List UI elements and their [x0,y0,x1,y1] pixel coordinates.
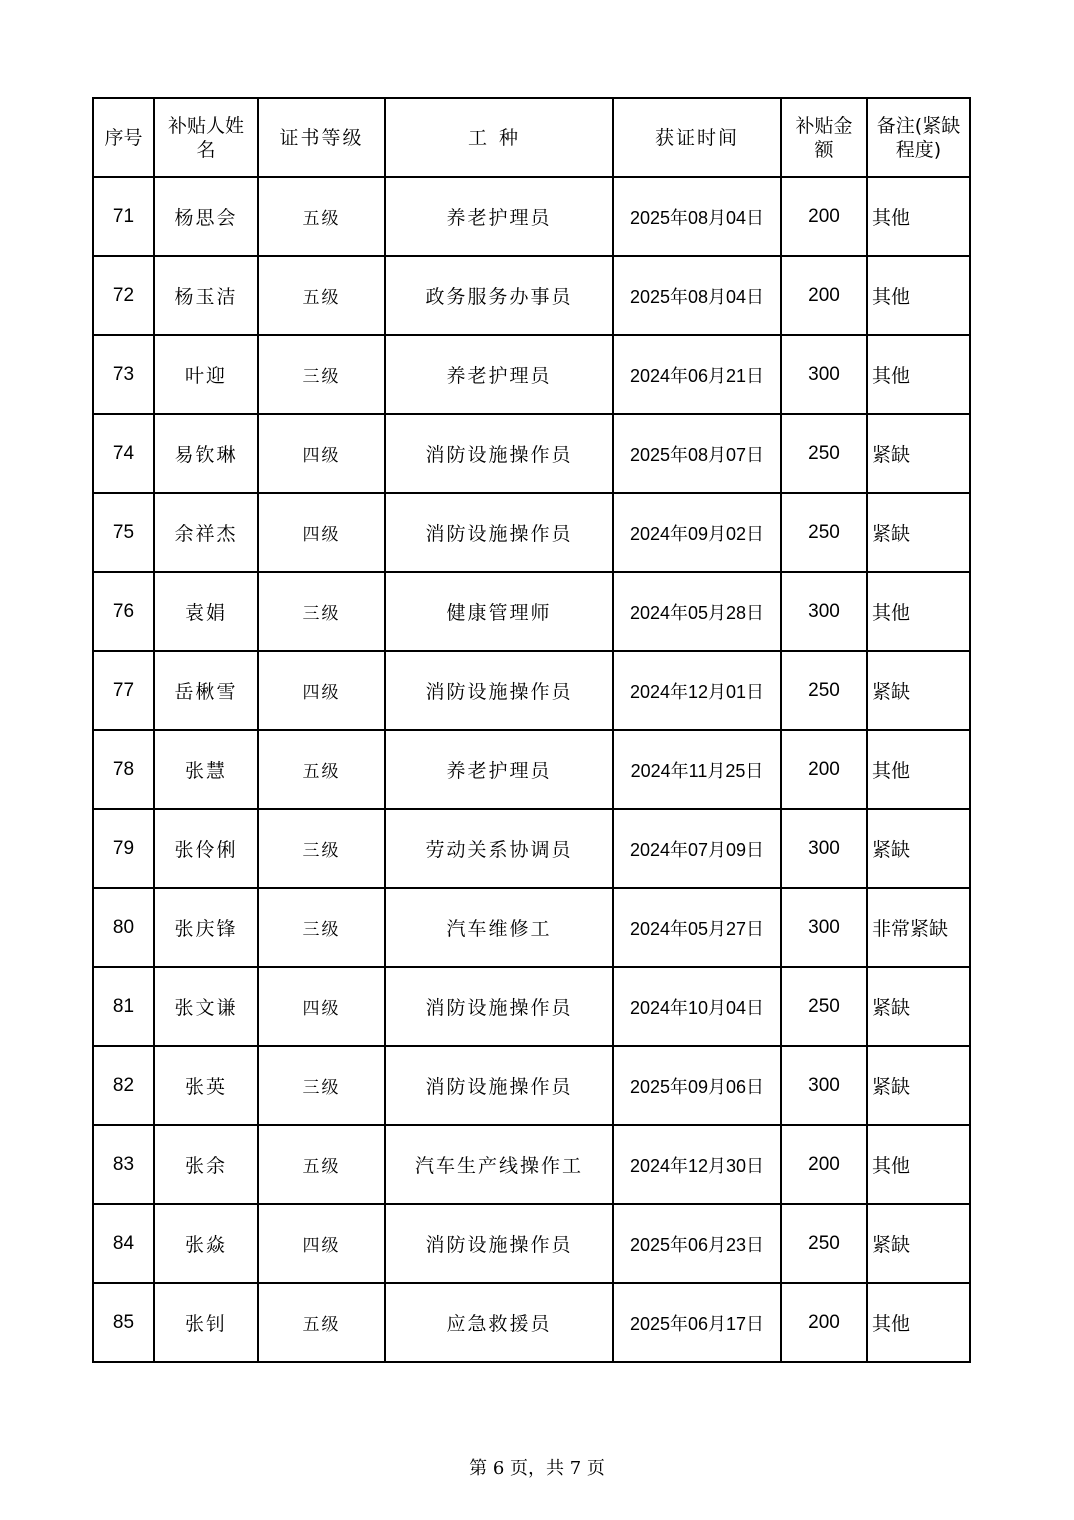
cell-cert-level: 五级 [258,177,385,256]
cell-recipient-name: 易钦琳 [154,414,258,493]
cell-serial-no: 82 [93,1046,154,1125]
cell-cert-date: 2024年12月01日 [613,651,781,730]
table-row [93,256,970,335]
cell-cert-date: 2025年08月04日 [613,177,781,256]
cell-remarks: 其他 [867,730,970,809]
cell-job-type: 应急救援员 [385,1283,613,1362]
cell-recipient-name: 张焱 [154,1204,258,1283]
cell-serial-no: 76 [93,572,154,651]
cell-subsidy-amount: 200 [781,730,867,809]
cell-subsidy-amount: 250 [781,493,867,572]
cell-remarks: 紧缺 [867,1204,970,1283]
cell-subsidy-amount: 250 [781,651,867,730]
cell-cert-date: 2024年05月28日 [613,572,781,651]
cell-subsidy-amount: 200 [781,177,867,256]
cell-serial-no: 72 [93,256,154,335]
cell-cert-level: 三级 [258,1046,385,1125]
cell-subsidy-amount: 300 [781,888,867,967]
cell-job-type: 汽车生产线操作工 [385,1125,613,1204]
cell-subsidy-amount: 200 [781,256,867,335]
table-row [93,1283,970,1362]
cell-cert-level: 五级 [258,730,385,809]
table-row [93,888,970,967]
cell-recipient-name: 袁娟 [154,572,258,651]
cell-cert-level: 三级 [258,335,385,414]
cell-serial-no: 84 [93,1204,154,1283]
cell-job-type: 消防设施操作员 [385,414,613,493]
header-cert-level: 证书等级 [258,98,385,177]
cell-subsidy-amount: 300 [781,335,867,414]
cell-serial-no: 78 [93,730,154,809]
table-row [93,1125,970,1204]
cell-remarks: 紧缺 [867,967,970,1046]
cell-cert-level: 五级 [258,1283,385,1362]
table-row [93,730,970,809]
cell-job-type: 养老护理员 [385,730,613,809]
cell-job-type: 养老护理员 [385,177,613,256]
cell-job-type: 消防设施操作员 [385,1204,613,1283]
table-row [93,335,970,414]
cell-cert-date: 2025年08月07日 [613,414,781,493]
table-row [93,967,970,1046]
cell-job-type: 消防设施操作员 [385,651,613,730]
cell-job-type: 汽车维修工 [385,888,613,967]
cell-subsidy-amount: 300 [781,809,867,888]
cell-job-type: 劳动关系协调员 [385,809,613,888]
cell-cert-level: 三级 [258,809,385,888]
cell-cert-level: 四级 [258,967,385,1046]
table-row [93,493,970,572]
cell-subsidy-amount: 250 [781,967,867,1046]
table-row [93,177,970,256]
header-remarks-text: 备注(紧缺程度) [876,114,961,161]
cell-recipient-name: 杨思会 [154,177,258,256]
cell-remarks: 其他 [867,1283,970,1362]
cell-remarks: 其他 [867,572,970,651]
cell-cert-date: 2024年10月04日 [613,967,781,1046]
cell-cert-date: 2025年09月06日 [613,1046,781,1125]
cell-remarks: 其他 [867,256,970,335]
cell-recipient-name: 叶迎 [154,335,258,414]
cell-remarks: 紧缺 [867,414,970,493]
cell-cert-date: 2024年11月25日 [613,730,781,809]
header-recipient-name-text: 补贴人姓名 [167,114,244,161]
cell-cert-level: 五级 [258,256,385,335]
cell-job-type: 消防设施操作员 [385,1046,613,1125]
header-subsidy-amount [781,98,867,177]
header-recipient-name [154,98,258,177]
header-subsidy-amount-text: 补贴金额 [795,114,853,161]
cell-serial-no: 73 [93,335,154,414]
header-serial-no: 序号 [93,98,154,177]
cell-recipient-name: 余祥杰 [154,493,258,572]
cell-cert-date: 2025年06月23日 [613,1204,781,1283]
cell-serial-no: 77 [93,651,154,730]
cell-remarks: 非常紧缺 [867,888,970,967]
cell-serial-no: 71 [93,177,154,256]
cell-subsidy-amount: 250 [781,414,867,493]
cell-remarks: 紧缺 [867,651,970,730]
cell-recipient-name: 杨玉洁 [154,256,258,335]
cell-cert-date: 2025年06月17日 [613,1283,781,1362]
header-remarks [867,98,970,177]
cell-cert-level: 四级 [258,651,385,730]
cell-serial-no: 79 [93,809,154,888]
cell-cert-date: 2024年09月02日 [613,493,781,572]
cell-subsidy-amount: 300 [781,1046,867,1125]
table-row [93,1204,970,1283]
cell-cert-level: 四级 [258,493,385,572]
cell-recipient-name: 张庆锋 [154,888,258,967]
cell-job-type: 消防设施操作员 [385,967,613,1046]
cell-cert-level: 四级 [258,1204,385,1283]
cell-subsidy-amount: 300 [781,572,867,651]
cell-job-type: 健康管理师 [385,572,613,651]
cell-job-type: 养老护理员 [385,335,613,414]
table-row [93,572,970,651]
cell-cert-date: 2024年12月30日 [613,1125,781,1204]
cell-recipient-name: 岳楸雪 [154,651,258,730]
table-header [93,98,970,177]
page-number: 第 6 页，共 7 页 [469,1458,605,1479]
cell-subsidy-amount: 200 [781,1125,867,1204]
cell-cert-date: 2025年08月04日 [613,256,781,335]
cell-recipient-name: 张伶俐 [154,809,258,888]
cell-remarks: 其他 [867,1125,970,1204]
table-row [93,651,970,730]
cell-cert-date: 2024年05月27日 [613,888,781,967]
cell-remarks: 紧缺 [867,809,970,888]
header-cert-date: 获证时间 [613,98,781,177]
cell-serial-no: 85 [93,1283,154,1362]
table-row [93,809,970,888]
table-row [93,414,970,493]
table-row [93,1046,970,1125]
cell-cert-date: 2024年07月09日 [613,809,781,888]
cell-serial-no: 80 [93,888,154,967]
cell-recipient-name: 张钊 [154,1283,258,1362]
cell-recipient-name: 张文谦 [154,967,258,1046]
cell-recipient-name: 张余 [154,1125,258,1204]
cell-serial-no: 81 [93,967,154,1046]
cell-remarks: 其他 [867,177,970,256]
cell-subsidy-amount: 250 [781,1204,867,1283]
cell-remarks: 其他 [867,335,970,414]
cell-subsidy-amount: 200 [781,1283,867,1362]
header-job-type: 工种 [385,98,613,177]
cell-cert-level: 三级 [258,888,385,967]
cell-serial-no: 83 [93,1125,154,1204]
subsidy-table [92,97,971,1363]
cell-cert-level: 三级 [258,572,385,651]
cell-remarks: 紧缺 [867,1046,970,1125]
cell-cert-date: 2024年06月21日 [613,335,781,414]
cell-serial-no: 74 [93,414,154,493]
cell-recipient-name: 张英 [154,1046,258,1125]
cell-recipient-name: 张慧 [154,730,258,809]
cell-cert-level: 五级 [258,1125,385,1204]
table-body [93,177,970,1362]
cell-serial-no: 75 [93,493,154,572]
cell-job-type: 消防设施操作员 [385,493,613,572]
cell-cert-level: 四级 [258,414,385,493]
cell-job-type: 政务服务办事员 [385,256,613,335]
cell-remarks: 紧缺 [867,493,970,572]
